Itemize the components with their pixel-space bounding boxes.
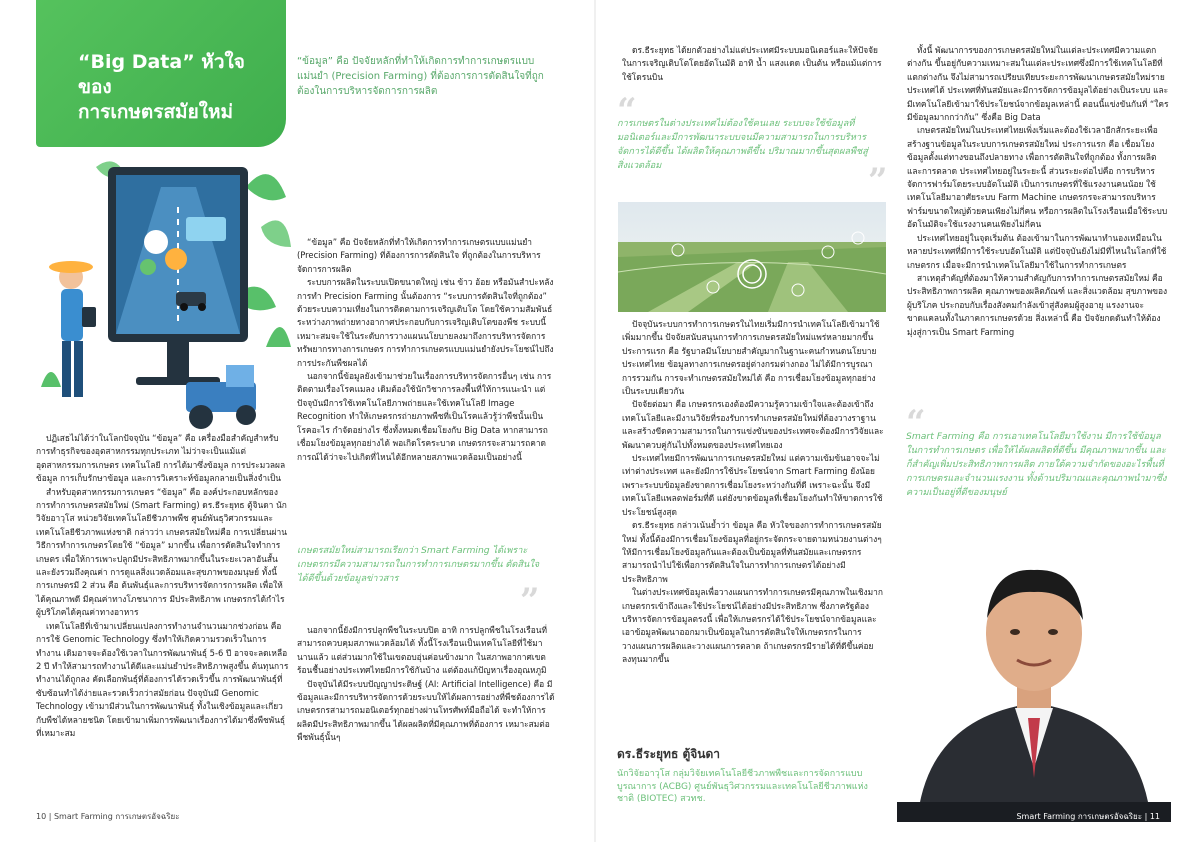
- col2-paragraph: นอกจากนี้ข้อมูลยังเข้ามาช่วยในเรื่องการบริหารจัดการอื่นๆ เช่น การติดตามเรื่องโรคแมลง เดิมต้องใช้นักวิชาการลงพื้นที่ให้การแนะนำ แต่ปัจจุบันมีการใช้เทคโนโลยีภาพถ่ายและใช้เทคโนโลยี Image Recognition ทำให้เกษตรกรถ่ายภาพพืชที่เป็นโรคแล้วรู้ว่าพืชนั้นเป็นโรคอะไร กำจัดอย่างไร ซึ่งทั้งหมดเชื่อมโยงกับ Big Data หากสามารถเชื่อมโยงข้อมูลทุกอย่างได้ พอเกิดโรคระบาด เกษตรกรจะสามารถคาดการณ์ได้ว่าจะไปเกิดที่ไหนได้อีกหลายสภาพแวดล้อมเป็นอย่างนี้: [297, 371, 552, 462]
- smart-farming-illustration: [36, 147, 294, 430]
- lead-paragraph: “ข้อมูล” คือ ปัจจัยหลักที่ทำให้เกิดการทำการเกษตรแบบแม่นยำ (Precision Farming) ที่ต้องการการตัดสินใจที่ถูกต้องในการบริหารจัดการการผลิต: [297, 56, 544, 97]
- col4-paragraph: ทั้งนี้ พัฒนาการของการเกษตรสมัยใหม่ในแต่ละประเทศมีความแตกต่างกัน ขึ้นอยู่กับความเหมาะสมในแต่ละประเทศซึ่งมีการใช้เทคโนโลยีที่แตกต่างกัน จึงไม่สามารถเปรียบเทียบระยะการพัฒนาเกษตรสมัยใหม่รายประเทศได้ ประเทศที่ทันสมัยและมีการจัดการข้อมูลได้อย่างเป็นระบบ และมีเทคโนโลยีเข้ามาใช้ประโยชน์จากข้อมูลเหล่านี้ ตอนนี้แข่งขันกันที่ “ใครมีข้อมูลมากกว่ากัน” ซึ่งคือ Big Data: [907, 45, 1169, 123]
- footer-left: 10 | Smart Farming การเกษตรอัจฉริยะ: [36, 812, 180, 821]
- col2b-paragraph: นอกจากนี้ยังมีการปลูกพืชในระบบปิด อาทิ การปลูกพืชในโรงเรือนที่สามารถควบคุมสภาพแวดล้อมได้ ทั้งนี้โรงเรือนเป็นเทคโนโลยีที่ใช้มานานแล้ว แต่ส่วนมากใช้ในเขตอบอุ่นค่อนข้างมาก ในสภาพอากาศเขตร้อนชื้นอย่างประเทศไทยมีการใช้กันบ้าง แต่ต้องแก้ปัญหาเรื่องอุณหภูมิ: [297, 625, 548, 676]
- close-quote-icon: ”: [520, 581, 540, 621]
- page-spread-divider: [594, 0, 596, 842]
- col3-paragraph: ในต่างประเทศข้อมูลเพื่อวางแผนการทำการเกษตรมีคุณภาพในเชิงมาก เกษตรกรเข้าถึงและใช้ประโยชน์ได้อย่างมีประสิทธิภาพ ซึ่งภาครัฐต้องบริหารจัดการข้อมูลตรงนี้ เพื่อให้เกษตรกรได้ใช้ประโยชน์จากข้อมูลและเอาข้อมูลพัฒนาออกมาเป็นข้อมูลในการตัดสินใจให้เกษตรกรในการวางแผนการผลิตและวางแผนการตลาด ถ้าเกษตรกรมีรายได้ที่ดีขึ้นค่อยลงทุนมากขึ้น: [622, 587, 883, 665]
- author-role: นักวิจัยอาวุโส กลุ่มวิจัยเทคโนโลยีชีวภาพพืชและการจัดการแบบบูรณาการ (ACBG) ศูนย์พันธุวิศวกรรมและเทคโนโลยีชีวภาพแห่งชาติ (BIOTEC) สวทช.: [617, 769, 868, 804]
- col3-paragraph: ปัจจัยต่อมา คือ เกษตรกรเองต้องมีความรู้ความเข้าใจและต้องเข้าถึงเทคโนโลยีและมีงานวิจัยที่รองรับการทำเกษตรสมัยใหม่ที่ต้องวางราฐานและสร้างขีดความสามารถในการแข่งขันของประเทศจะต้องมีการวิจัยและพัฒนาควบคู่กันไปทั้งหมดของประเทศไทยเอง: [622, 399, 884, 450]
- column-2: [297, 236, 557, 464]
- author-name: ดร.ธีระยุทธ ตู้จินดา: [617, 747, 721, 761]
- article-title: [78, 50, 278, 125]
- close-quote-icon: ”: [868, 161, 888, 201]
- col4-paragraph: สาเหตุสำคัญที่ต้องมาให้ความสำคัญกับการทำการเกษตรสมัยใหม่ คือ ประสิทธิภาพการผลิต คุณภาพของผลิตภัณฑ์ และสิ่งแวดล้อม สุขภาพของผู้บริโภค ประกอบกับเรื่องสังคมกำลังเข้าสู่สังคมผู้สูงอายุ แรงงานจะขาดแคลนทั้งในภาคการเกษตรด้วย สิ่งเหล่านี้ คือ ปัจจัยกดดันทำให้ต้องมุ่งสู่การเป็น Smart Farming: [907, 272, 1168, 337]
- pull-quote-1: เกษตรสมัยใหม่สามารถเรียกว่า Smart Farming ได้เพราะเกษตรกรมีความสามารถในการทำการเกษตรมากขึ้น ตัดสินใจได้ดีขึ้นด้วยข้อมูลข่าวสาร: [297, 545, 540, 584]
- col4-paragraph: เกษตรสมัยใหม่ในประเทศไทยเพิ่งเริ่มและต้องใช้เวลาอีกสักระยะเพื่อสร้างฐานข้อมูลในระบบการเกษตรสมัยใหม่ ประการแรก คือ เชื่อมโยงข้อมูลตั้งแต่ทางขอนถึงปลายทาง เพื่อการตัดสินใจที่ถูกต้อง ทั้งการผลิตและการตลาด ประเทศไทยอยู่ในระยะนี้ ส่วนระยะต่อไปคือ การบริหารจัดการฟาร์มโดยระบบอัตโนมัติ เป็นการเกษตรที่ใช้แรงงานคนน้อย ใช้เทคโนโลยีมาอาศัยระบบ Farm Machine เกษตรกรจะสามารถบริหารฟาร์มขนาดใหญ่ด้วยคนเพียงไม่กี่คน หรือการผลิตในโรงเรือนเมื่อใช้ระบบอัตโนมัติจะใช้แรงงานคนเพียงไม่กี่คน: [907, 125, 1168, 230]
- column-3-intro: [622, 44, 882, 84]
- col3-intro-paragraph: ดร.ธีระยุทธ ได้ยกตัวอย่างไม่แต่ประเทศมีระบบมอนิเตอร์และให้ปัจจัยในการเจริญเติบโตโดยอัตโนมัติ อาทิ น้ำ แสงแดด เป็นต้น หรือแม้แต่การใช้โดรนบิน: [622, 45, 882, 82]
- title-line-2: การเกษตรสมัยใหม่: [78, 101, 234, 123]
- col2-paragraph: “ข้อมูล” คือ ปัจจัยหลักที่ทำให้เกิดการทำการเกษตรแบบแม่นยำ (Precision Farming) ที่ต้องการการตัดสินใจ ที่ถูกต้องในการบริหารจัดการการผลิต: [297, 237, 541, 274]
- col3-paragraph: ดร.ธีระยุทธ กล่าวเน้นย้ำว่า ข้อมูล คือ หัวใจของการทำการเกษตรสมัยใหม่ ทั้งนี้ต้องมีการเชื่อมโยงข้อมูลที่อยู่กระจัดกระจายตามหน่วยงานต่างๆ ให้มีการเชื่อมโยงข้อมูลกันและต้องเป็นข้อมูลที่ทันสมัยและเกษตรกรสามารถนำไปใช้เพื่อการตัดสินใจในการทำการเกษตรได้อย่างมีประสิทธิภาพ: [622, 520, 882, 584]
- pull-quote-3: Smart Farming คือ การเอาเทคโนโลยีมาใช้งาน มีการใช้ข้อมูลในการทำการเกษตร เพื่อให้ได้ผลผลิตที่ดีขึ้น มีคุณภาพมากขึ้น และก็สำคัญเพิ่มประสิทธิภาพการผลิต ภายใต้ความจำกัดของอะไรพื้นที่การเกษตรและจำนวนแรงงาน ทั้งด้านปริมาณและคุณภาพนำมาซึ่งความเป็นอยู่ที่ดีของมนุษย์: [906, 431, 1167, 498]
- col3-paragraph: ประเทศไทยมีการพัฒนาการเกษตรสมัยใหม่ แต่ความเข้มข้นอาจจะไม่เท่าต่างประเทศ และยังมีการใช้ประโยชน์จาก Smart Farming ยังน้อย เพราะระบบข้อมูลยังขาดการเชื่อมโยงระหว่างกันที่ดี เพราะฉะนั้น จึงมีเทคโนโลยีแพลตฟอร์มที่ดี แต่ยังขาดข้อมูลที่เชื่อมโยงกันทำให้ขาดการใช้ประโยชน์สูงสุด: [622, 453, 883, 517]
- col2-paragraph: ระบบการผลิตในระบบเปิดขนาดใหญ่ เช่น ข้าว อ้อย หรือมันสำปะหลัง การทำ Precision Farming นั้นต้องการ “ระบบการตัดสินใจที่ถูกต้อง” ด้วยระบบความเที่ยงในการติดตามการเจริญเติบโต โดยใช้ความสัมพันธ์ระหว่างภาพถ่ายทางอากาศประกอบกับการเจริญเติบโตของพืช ระบบนี้เหมาะสมจะใช้ในระดับการวางแผนนโยบายลงมาถึงการบริหารจัดการทรัพยากรทางการเกษตร การทำการเกษตรแบบแม่นยำยังประโยชน์ไปถึงการประกันพืชผลได้: [297, 277, 554, 368]
- col1-paragraph: สำหรับอุตสาหกรรมการเกษตร “ข้อมูล” คือ องค์ประกอบหลักของการทำการเกษตรสมัยใหม่ (Smart Farming) ดร.ธีระยุทธ ตู้จินดา นักวิจัยอาวุโส หน่วยวิจัยเทคโนโลยีชีวภาพพืช ศูนย์พันธุวิศวกรรมและเทคโนโลยีชีวภาพแห่งชาติ กล่าวว่า เกษตรสมัยใหม่คือ การเปลี่ยนผ่านวิธีการทำการเกษตรโดยใช้ “ข้อมูล” มากขึ้น เพื่อการตัดสินใจทำการเกษตร เพื่อให้การเพาะปลูกมีประสิทธิภาพมากขึ้นในระยะเวลาอันสั้นและยังรวมถึงคุณค่า การดูแลสิ่งแวดล้อมและสุขภาพของมนุษย์ ทั้งนี้การเกษตรมี 2 ส่วน คือ ต้นพันธุ์และการบริหารจัดการการผลิต เพื่อให้ได้คุณภาพดี มีคุณค่าทางโภชนาการ มีประสิทธิภาพ เกษตรกรได้กำไร ผู้บริโภคได้คุณค่าทางอาหาร: [36, 486, 287, 618]
- col1-paragraph: เทคโนโลยีที่เข้ามาเปลี่ยนแปลงการทำงานจำนวนมากช่วงก่อน คือการใช้ Genomic Technology ซึ่งทำให้เกิดความรวดเร็วในการทำงาน เดิมอาจจะต้องใช้เวลาในการพัฒนาพันธุ์ 5-6 ปี อาจจะลดเหลือ 2 ปี ทำให้สามารถทำงานได้ดีและแม่นยำประสิทธิภาพสูงขึ้น ต้นทุนการทำงานได้ถูกลง คัดเลือกพันธุ์ที่ต้องการได้รวดเร็วขึ้น การพัฒนาพันธุ์ที่ซับซ้อนทำได้ง่ายและรวดเร็วกว่าสมัยก่อน ปัจจุบันมี Genomic Technology เข้ามามีส่วนในการพัฒนาพันธุ์ ทั้งในเชิงข้อมูลและเกี่ยวกับพืชได้หลายชนิด โดยเข้ามาเพิ่มการพัฒนาเรื่องการได้มาซึ่งพืชพันธุ์ที่เหมาะสม: [36, 620, 289, 738]
- author-credit: [617, 745, 877, 806]
- col1-paragraph: ปฏิเสธไม่ได้ว่าในโลกปัจจุบัน “ข้อมูล” คือ เครื่องมือสำคัญสำหรับการทำธุรกิจของอุตสาหกรรมทุกประเภท ไม่ว่าจะเป็นแม้แต่อุตสาหกรรมการเกษตร เทคโนโลยี การได้มาซึ่งข้อมูล การประมวลผลข้อมูล การเก็บรักษาข้อมูล และการวิเคราะห์ข้อมูลกลายเป็นสิ่งจำเป็น: [36, 433, 286, 484]
- open-quote-icon: “: [617, 91, 637, 131]
- open-quote-icon: “: [906, 403, 926, 443]
- col2b-paragraph: ปัจจุบันได้มีระบบปัญญาประดิษฐ์ (AI: Artificial Intelligence) คือ มีข้อมูลและมีการบริหารจัดการด้วยระบบให้ได้ผลการอย่างที่พืชต้องการได้ เกษตรกรสามารถมอนิเตอร์ทุกอย่างผ่านโทรศัพท์มือถือได้ จะทำให้การผลิตมีประสิทธิภาพมากขึ้น ได้ผลผลิตที่มีคุณภาพที่ต้องการ เหมาะสมต่อพืชพันธุ์นั้นๆ: [297, 678, 555, 743]
- author-portrait: [897, 528, 1171, 822]
- col4-paragraph: ประเทศไทยอยู่ในจุดเริ่มต้น ต้องเข้ามาในการพัฒนาทำนองเหมือนในหลายประเทศที่มีการใช้ระบบอัตโนมัติ แต่ปัจจุบันยังไม่มีที่ไหนในโลกที่ใช้เกษตรกร เมื่อจะมีการนำเทคโนโลยีมาใช้ในการทำการเกษตร: [907, 232, 1167, 270]
- column-1: [36, 432, 290, 740]
- title-line-1: “Big Data” หัวใจของ: [78, 51, 245, 98]
- column-3: [622, 318, 884, 667]
- smart-farm-photo: [618, 202, 886, 312]
- footer-right: Smart Farming การเกษตรอัจฉริยะ | 11: [1016, 812, 1160, 821]
- col3-paragraph: ปัจจุบันระบบการทำการเกษตรในไทยเริ่มมีการนำเทคโนโลยีเข้ามาใช้เพิ่มมากขึ้น ปัจจัยสนับสนุนการทำการเกษตรสมัยใหม่แพร่หลายมากขึ้น ประการแรก คือ รัฐบาลมีนโยบายสำคัญมากในฐานะคนกำหนดนโยบายประเทศไทย ข้อมูลทางการเกษตรอยู่ต่างกรมต่างกอง ไม่ได้มีการบูรณาการรวมกัน การจะทำเกษตรสมัยใหม่ได้ คือ การเชื่อมโยงข้อมูลทุกอย่างเป็นระบบเดียวกัน: [622, 319, 880, 397]
- column-2-continued: [297, 624, 557, 745]
- pull-quote-2: การเกษตรในต่างประเทศไม่ต้องใช้คนเลย ระบบจะใช้ข้อมูลที่มอนิเตอร์และมีการพัฒนาระบบจนมีความสามารถในการบริหารจัดการได้ดีขึ้น ได้ผลิตให้คุณภาพดีขึ้น ปริมาณมากขึ้นสุดผลพืชสู่สิ่งแวดล้อม: [617, 118, 868, 171]
- column-4: [907, 44, 1169, 339]
